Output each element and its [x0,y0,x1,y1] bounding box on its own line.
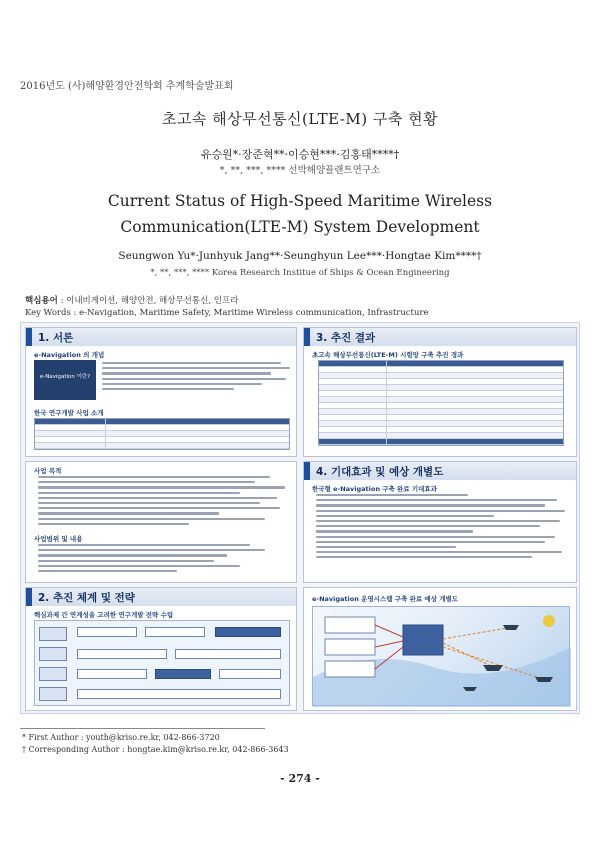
poster-results-table [318,360,564,446]
keywords-korean-label: 핵심용어 [25,296,58,306]
affiliation-korean: *, **, ***, **** 선박해양플랜트연구소 [219,165,381,176]
poster-panel-results [303,327,577,457]
page-number: - 274 - [280,772,320,785]
affiliation-english: *, **, ***, **** Korea Research Institue of Ships & Ocean Engineering [150,268,450,278]
keywords-english-text: : e-Navigation, Maritime Safety, Maritime Wireless communication, Infrastructure [73,308,429,318]
keywords-english [25,308,429,318]
poster-system-illustration [313,607,571,707]
poster-strategy-diagram [34,620,290,706]
conference-header: 2016년도 (사)해양환경안전학회 추계학술발표회 [20,81,234,92]
poster-section-4-subheading-2: e-Navigation 운영시스템 구축 완료 예상 개별도 [312,595,459,603]
poster-panel-introduction [25,327,297,457]
poster-section-1-subheading: e-Navigation 의 개념 [34,351,105,359]
poster-section-2-subheading: 핵심과제 간 연계성을 고려한 연구개발 전략 수립 [34,611,174,619]
poster-panel-effects [303,461,577,583]
poster-scope-text [38,544,290,575]
footnote-corresponding-author: † Corresponding Author : hongtae.kim@kriso.re.kr, 042-866-3643 [22,745,289,754]
poster-section-4-heading: 4. 기대효과 및 예상 개별도 [304,462,577,480]
authors-english: Seungwon Yu*·Junhyuk Jang**·Seunghyun Lee***·Hongtae Kim****† [118,250,482,262]
keywords-korean-text: : 이내비게이션, 해양안전, 해상무선통신, 인프라 [60,296,239,306]
keywords-korean [25,294,238,306]
poster-section-1-subheading-3: 사업 목적 [34,467,62,475]
title-korean: 초고속 해상무선통신(LTE-M) 구축 현황 [161,110,439,128]
poster-figure [20,322,580,714]
poster-section-3-heading: 3. 추진 결과 [304,328,577,346]
footnote-divider [20,728,265,729]
poster-intro-text [102,362,290,393]
poster-section-1-subheading-4: 사업범위 및 내용 [34,535,83,543]
title-english: Current Status of High-Speed Maritime Wireless Communication(LTE-M) System Development [107,192,493,236]
poster-section-1-heading: 1. 서론 [26,328,297,346]
poster-purpose-text [38,476,290,528]
poster-section-3-subheading: 초고속 해상무선통신(LTE-M) 시험망 구축 추진 경과 [312,351,464,359]
footnote-first-author: * First Author : youth@kriso.re.kr, 042-866-3720 [22,733,220,742]
authors-korean: 유승원*·장준혁**·이승현***·김홍태****† [200,148,400,161]
keywords-english-label: Key Words [25,308,71,318]
poster-panel-system-map [303,587,577,711]
poster-intro-table [34,418,290,450]
poster-panel-project [25,461,297,583]
poster-effects-text [316,494,570,561]
poster-system-diagram [312,606,570,706]
poster-panel-strategy [25,587,297,711]
poster-section-4-subheading: 한국형 e-Navigation 구축 완료 기대효과 [312,485,437,493]
poster-section-1-subheading-2: 한국 연구개발 사업 소개 [34,409,104,417]
poster-section-2-heading: 2. 추진 체계 및 전략 [26,588,297,606]
poster-enav-box: e-Navigation 이란? [34,360,96,400]
